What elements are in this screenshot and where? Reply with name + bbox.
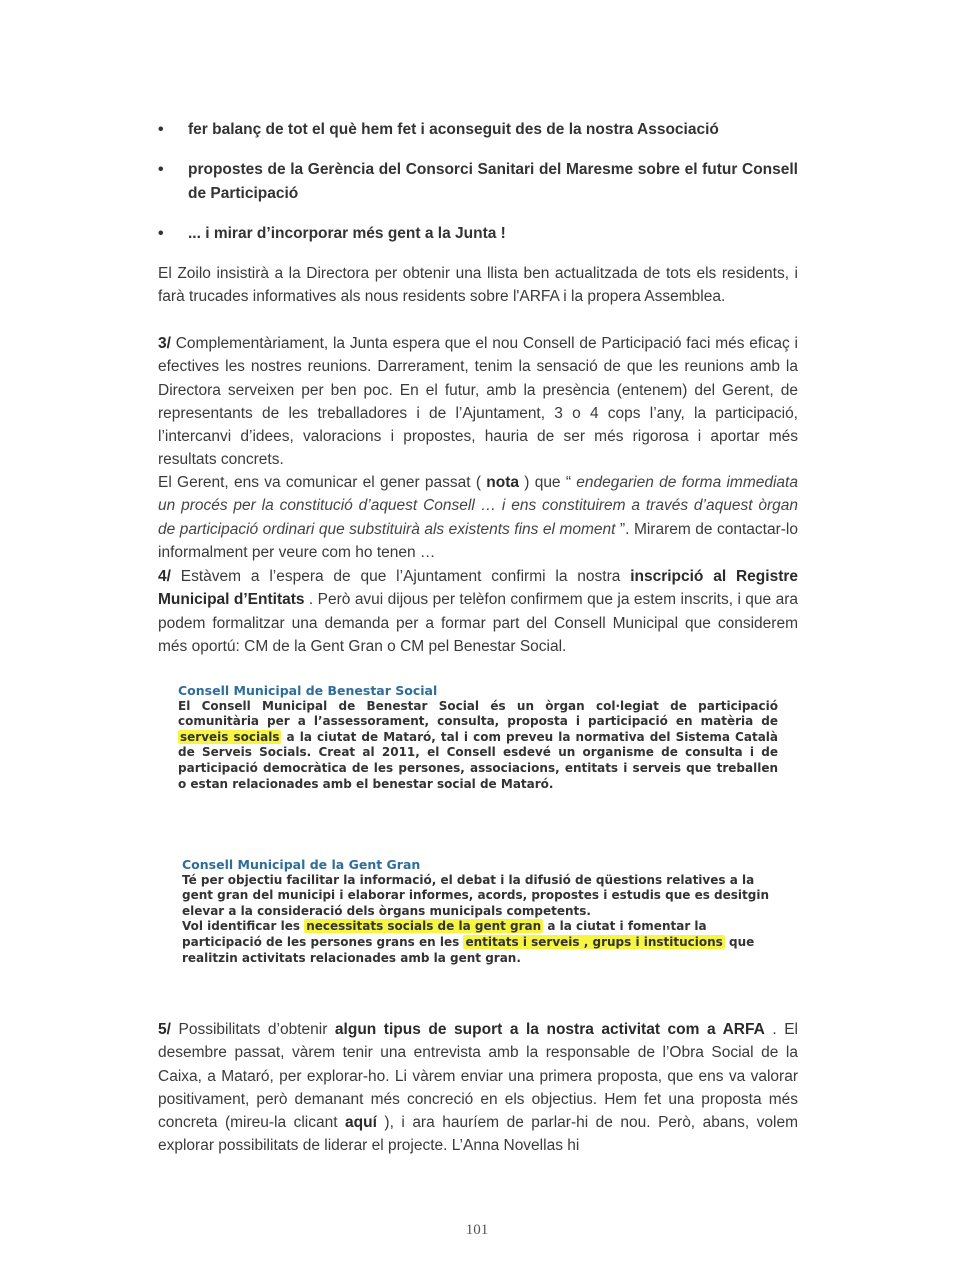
text-run: Estàvem a l’espera de que l’Ajuntament confirmi la nostra [170, 568, 631, 585]
text-run: El Consell Municipal de Benestar Social és un òrgan col·legiat de participació comunitària per a l’assessorament, consulta, proposta i participació en matèria de [178, 698, 778, 729]
paragraph-4 [158, 565, 798, 658]
text-run: Possibilitats d’obtenir [170, 1021, 335, 1038]
highlight: entitats i serveis , grups i institucions [465, 934, 723, 949]
bullet-list [158, 118, 798, 262]
paragraph-gerent [158, 471, 798, 564]
figure-benestar-social [178, 683, 778, 792]
paragraph-5 [158, 1018, 798, 1158]
list-item-text: propostes de la Gerència del Consorci Sanitari del Maresme sobre el futur Consell de Participació [188, 161, 798, 202]
text-run: ), i ara hauríem de parlar-hi de nou. Però, abans, volem explorar possibilitats de liderar el projecte. L’Anna Novellas hi [158, 1114, 798, 1155]
text-run: Té per objectiu facilitar la informació, el debat i la difusió de qüestions relatives a la gent gran del municipi i elaborar informes, acords, propostes i estudis que es desitgin elevar a la consideració dels òrgans municipals competents. [182, 872, 770, 918]
bold-text: inscripció al Registre Municipal d’Entitats [158, 568, 799, 609]
list-item-text: ... i mirar d’incorporar més gent a la Junta ! [188, 225, 506, 242]
section-number: 4/ [158, 568, 171, 585]
figure-title: Consell Municipal de la Gent Gran [182, 857, 421, 872]
paragraph-text: Complementàriament, la Junta espera que el nou Consell de Participació faci més eficaç i efectives les nostres reunions. Darrerament, tenim la sensació de que les reunions amb la Directora serveixen per ben poc. En el futur, amb la presència (entenem) del Gerent, de representants de les treballadores i de l’Ajuntament, 3 o 4 cops l’any, la participació, l’intercanvi d’idees, valoracions i propostes, hauria de ser més rigorosa i aportar més resultats concrets. [158, 335, 798, 469]
aqui-link[interactable]: aquí [345, 1114, 377, 1132]
bullet-dot: • [158, 121, 164, 138]
text-run: a la ciutat de Mataró, tal i com preveu la normativa del Sistema Català de Serveis Socials. Creat al 2011, el Consell esdevé un organisme de consulta i de participació democràtica de les persones, associacions, entitats i serveis que treballen o estan relacionades amb el benestar social de Mataró. [178, 729, 779, 791]
text-run: que realitzin activitats relacionades amb la gent gran. [182, 934, 755, 965]
list-item [158, 158, 798, 206]
list-item [158, 118, 798, 142]
paragraph-zoilo [158, 262, 798, 309]
nota-link[interactable]: nota [486, 474, 519, 491]
text-run: Vol identificar les [182, 919, 305, 934]
quote-text: endegarien de forma immediata un procés per la constitució d’aquest Consell … i ens constituirem a través d’aquest òrgan de participació ordinari que substituirà als existents fins el moment [158, 474, 798, 538]
text-run: a la ciutat i fomentar la participació de les persones grans en les [182, 919, 707, 949]
highlight: serveis socials [180, 729, 280, 744]
list-item [158, 222, 798, 246]
text-run: ) que “ [519, 474, 577, 491]
section-number: 3/ [158, 335, 171, 352]
page-number: 101 [465, 1222, 489, 1238]
paragraph-3 [158, 332, 798, 472]
section-number: 5/ [158, 1021, 171, 1038]
bold-text: algun tipus de suport a la nostra activitat com a ARFA [334, 1021, 765, 1038]
text-run: ”. Mirarem de contactar-lo informalment per veure com ho tenen … [158, 520, 798, 561]
bullet-dot: • [158, 225, 164, 242]
list-item-text: fer balanç de tot el què hem fet i aconseguit des de la nostra Associació [188, 121, 719, 138]
text-run: . Però avui dijous per telèfon confirmem que ja estem inscrits, i que ara podem formalitzar una demanda per a formar part del Consell Municipal que considerem més oportú: CM de la Gent Gran o CM pel Benestar Social. [158, 591, 798, 655]
highlight: necessitats socials de la gent gran [306, 919, 542, 934]
text-run: El Gerent, ens va comunicar el gener passat ( [158, 474, 487, 491]
figure-body [182, 873, 772, 967]
figure-gent-gran [182, 857, 772, 966]
text-run: . El desembre passat, vàrem tenir una entrevista amb la responsable de l’Obra Social de la Caixa, a Mataró, per explorar-ho. Li vàrem enviar una primera proposta, que ens va valorar positivament, però demanant més concreció en els objectius. Hem fet una proposta més concreta (mireu-la clicant [158, 1021, 799, 1132]
bullet-dot: • [158, 161, 164, 178]
paragraph-text: El Zoilo insistirà a la Directora per obtenir una llista ben actualitzada de tots els residents, i farà trucades informatives als nous residents sobre l'ARFA i la propera Assemblea. [158, 265, 798, 306]
figure-body [178, 699, 778, 793]
figure-title: Consell Municipal de Benestar Social [178, 683, 438, 698]
